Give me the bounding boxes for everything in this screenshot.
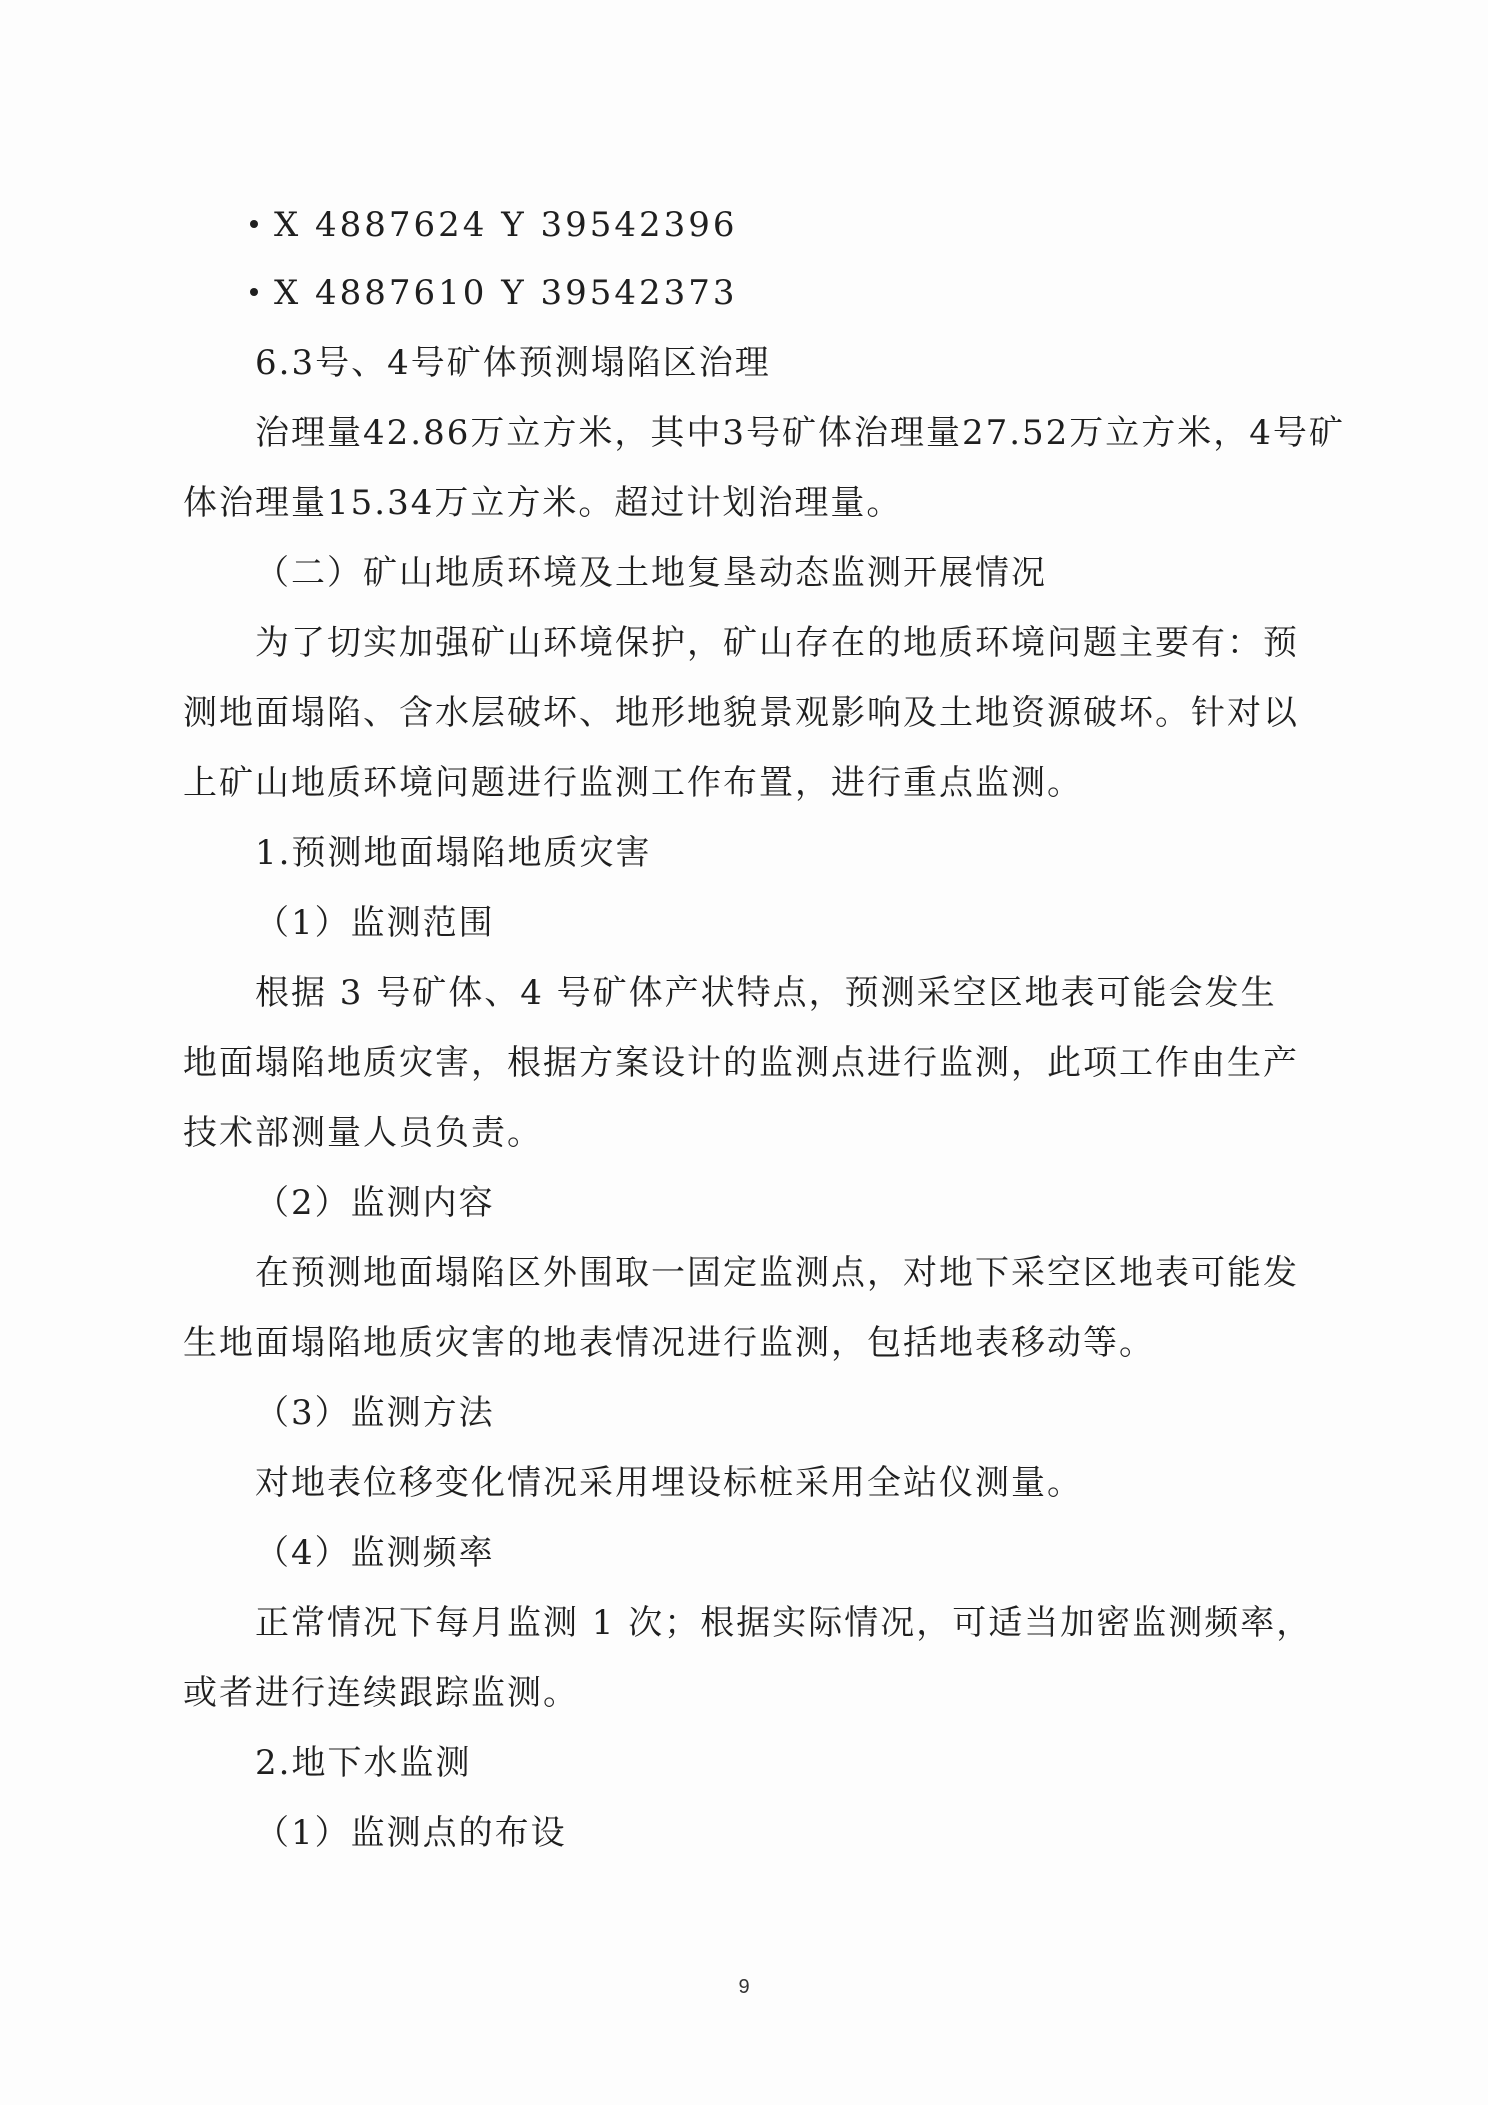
section-heading: 1.预测地面塌陷地质灾害 [255,833,652,873]
section-heading: 6.3号、4号矿体预测塌陷区治理 [255,343,771,383]
paragraph-line: 对地表位移变化情况采用埋设标桩采用全站仪测量。 [255,1463,1083,1503]
coordinate-text: X 4887610 Y 39542373 [274,273,738,313]
section-heading: （二）矿山地质环境及土地复垦动态监测开展情况 [255,553,1047,593]
page-number: 9 [738,1976,750,1998]
bullet-dot-icon [250,220,258,228]
paragraph-line: 技术部测量人员负责。 [183,1113,543,1153]
coordinate-bullet [250,205,738,245]
coordinate-text: X 4887624 Y 39542396 [274,205,738,245]
paragraph-line: 生地面塌陷地质灾害的地表情况进行监测，包括地表移动等。 [183,1323,1155,1363]
subsection-heading: （2）监测内容 [255,1183,495,1223]
paragraph-line: 治理量42.86万立方米，其中3号矿体治理量27.52万立方米，4号矿 [255,413,1345,453]
paragraph-line: 测地面塌陷、含水层破坏、地形地貌景观影响及土地资源破坏。针对以 [183,693,1299,733]
paragraph-line: 上矿山地质环境问题进行监测工作布置，进行重点监测。 [183,763,1083,803]
paragraph-line: 为了切实加强矿山环境保护，矿山存在的地质环境问题主要有：预 [255,623,1299,663]
section-heading: 2.地下水监测 [255,1743,472,1783]
paragraph-line: 正常情况下每月监测 1 次；根据实际情况，可适当加密监测频率， [255,1603,1313,1643]
paragraph-line: 或者进行连续跟踪监测。 [183,1673,579,1713]
paragraph-line: 地面塌陷地质灾害，根据方案设计的监测点进行监测，此项工作由生产 [183,1043,1299,1083]
paragraph-line: 根据 3 号矿体、4 号矿体产状特点，预测采空区地表可能会发生 [255,973,1277,1013]
subsection-heading: （4）监测频率 [255,1533,495,1573]
subsection-heading: （3）监测方法 [255,1393,495,1433]
paragraph-line: 在预测地面塌陷区外围取一固定监测点，对地下采空区地表可能发 [255,1253,1299,1293]
coordinate-bullet [250,273,738,313]
paragraph-line: 体治理量15.34万立方米。超过计划治理量。 [183,483,903,523]
bullet-dot-icon [250,288,258,296]
subsection-heading: （1）监测范围 [255,903,495,943]
subsection-heading: （1）监测点的布设 [255,1813,567,1853]
